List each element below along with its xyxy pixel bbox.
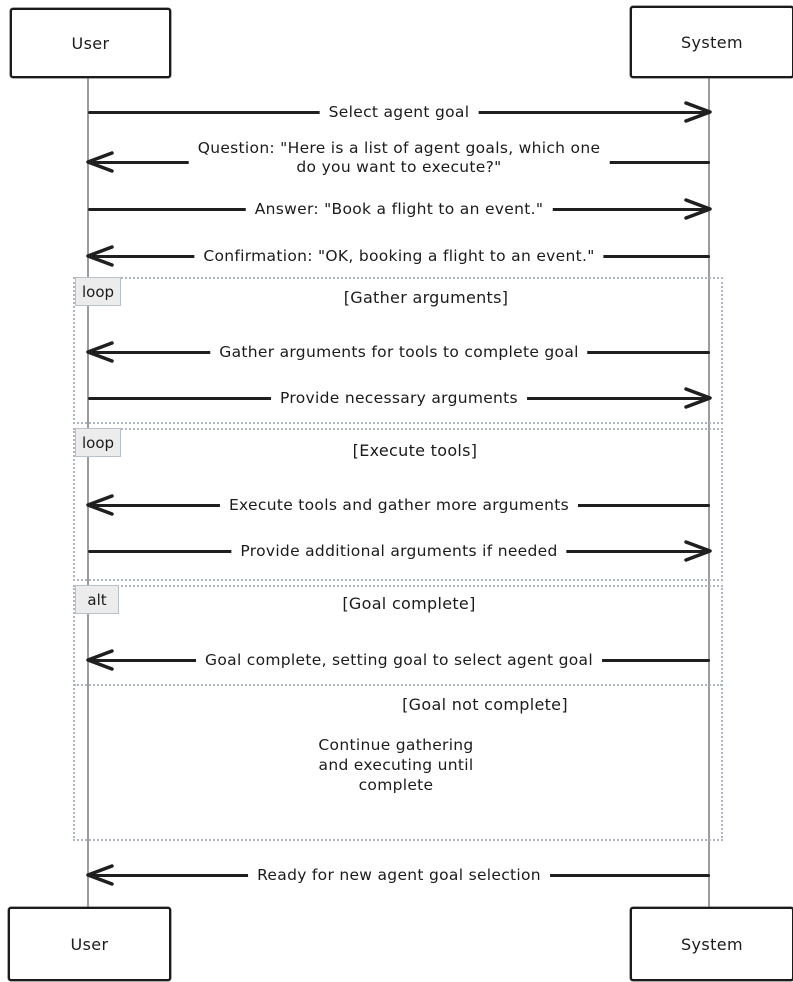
fragment-alt-goal (73, 585, 723, 841)
message-label-line: do you want to execute?" (296, 158, 502, 176)
actor-label-system: System (680, 32, 744, 52)
message-label-line: Question: "Here is a list of agent goals, which one (197, 139, 601, 157)
arrowhead-left-icon (85, 648, 115, 672)
note-continue-until-complete (318, 735, 473, 795)
loop-label: loop (75, 428, 121, 457)
arrowhead-left-icon (85, 863, 115, 887)
message-label: Gather arguments for tools to complete goal (210, 342, 587, 362)
message-label: Answer: "Book a flight to an event." (246, 199, 553, 219)
message-label: Execute tools and gather more arguments (220, 495, 578, 515)
note-line: Continue gathering (318, 736, 474, 754)
actor-label-user: User (71, 33, 110, 53)
message-label: Ready for new agent goal selection (248, 865, 550, 885)
actor-box-system-top (630, 6, 793, 78)
fragment-title-gather-arguments: [Gather arguments] (340, 288, 513, 307)
arrowhead-left-icon (85, 150, 115, 174)
fragment-title-goal-complete: [Goal complete] (338, 594, 479, 613)
arrowhead-right-icon (683, 539, 713, 563)
loop-label: loop (75, 277, 121, 306)
alt-label: alt (75, 585, 119, 614)
arrowhead-right-icon (683, 197, 713, 221)
actor-box-system-bottom (630, 907, 793, 981)
message-label: Provide necessary arguments (271, 388, 527, 408)
fragment-title-goal-not-complete: [Goal not complete] (398, 695, 572, 714)
message-label (189, 138, 610, 178)
arrowhead-right-icon (683, 386, 713, 410)
arrowhead-right-icon (683, 100, 713, 124)
message-label: Goal complete, setting goal to select agent goal (196, 650, 602, 670)
message-label: Select agent goal (320, 102, 479, 122)
message-label: Confirmation: "OK, booking a flight to an event." (194, 246, 603, 266)
arrowhead-left-icon (85, 244, 115, 268)
arrowhead-left-icon (85, 493, 115, 517)
note-line: and executing until (318, 756, 474, 774)
note-line: complete (358, 776, 434, 794)
fragment-title-execute-tools: [Execute tools] (349, 441, 482, 460)
alt-divider (74, 684, 722, 686)
actor-label-system: System (680, 934, 744, 954)
message-label: Provide additional arguments if needed (231, 541, 566, 561)
actor-box-user-top (10, 8, 171, 78)
actor-box-user-bottom (8, 907, 171, 981)
actor-label-user: User (70, 934, 109, 954)
arrowhead-left-icon (85, 340, 115, 364)
